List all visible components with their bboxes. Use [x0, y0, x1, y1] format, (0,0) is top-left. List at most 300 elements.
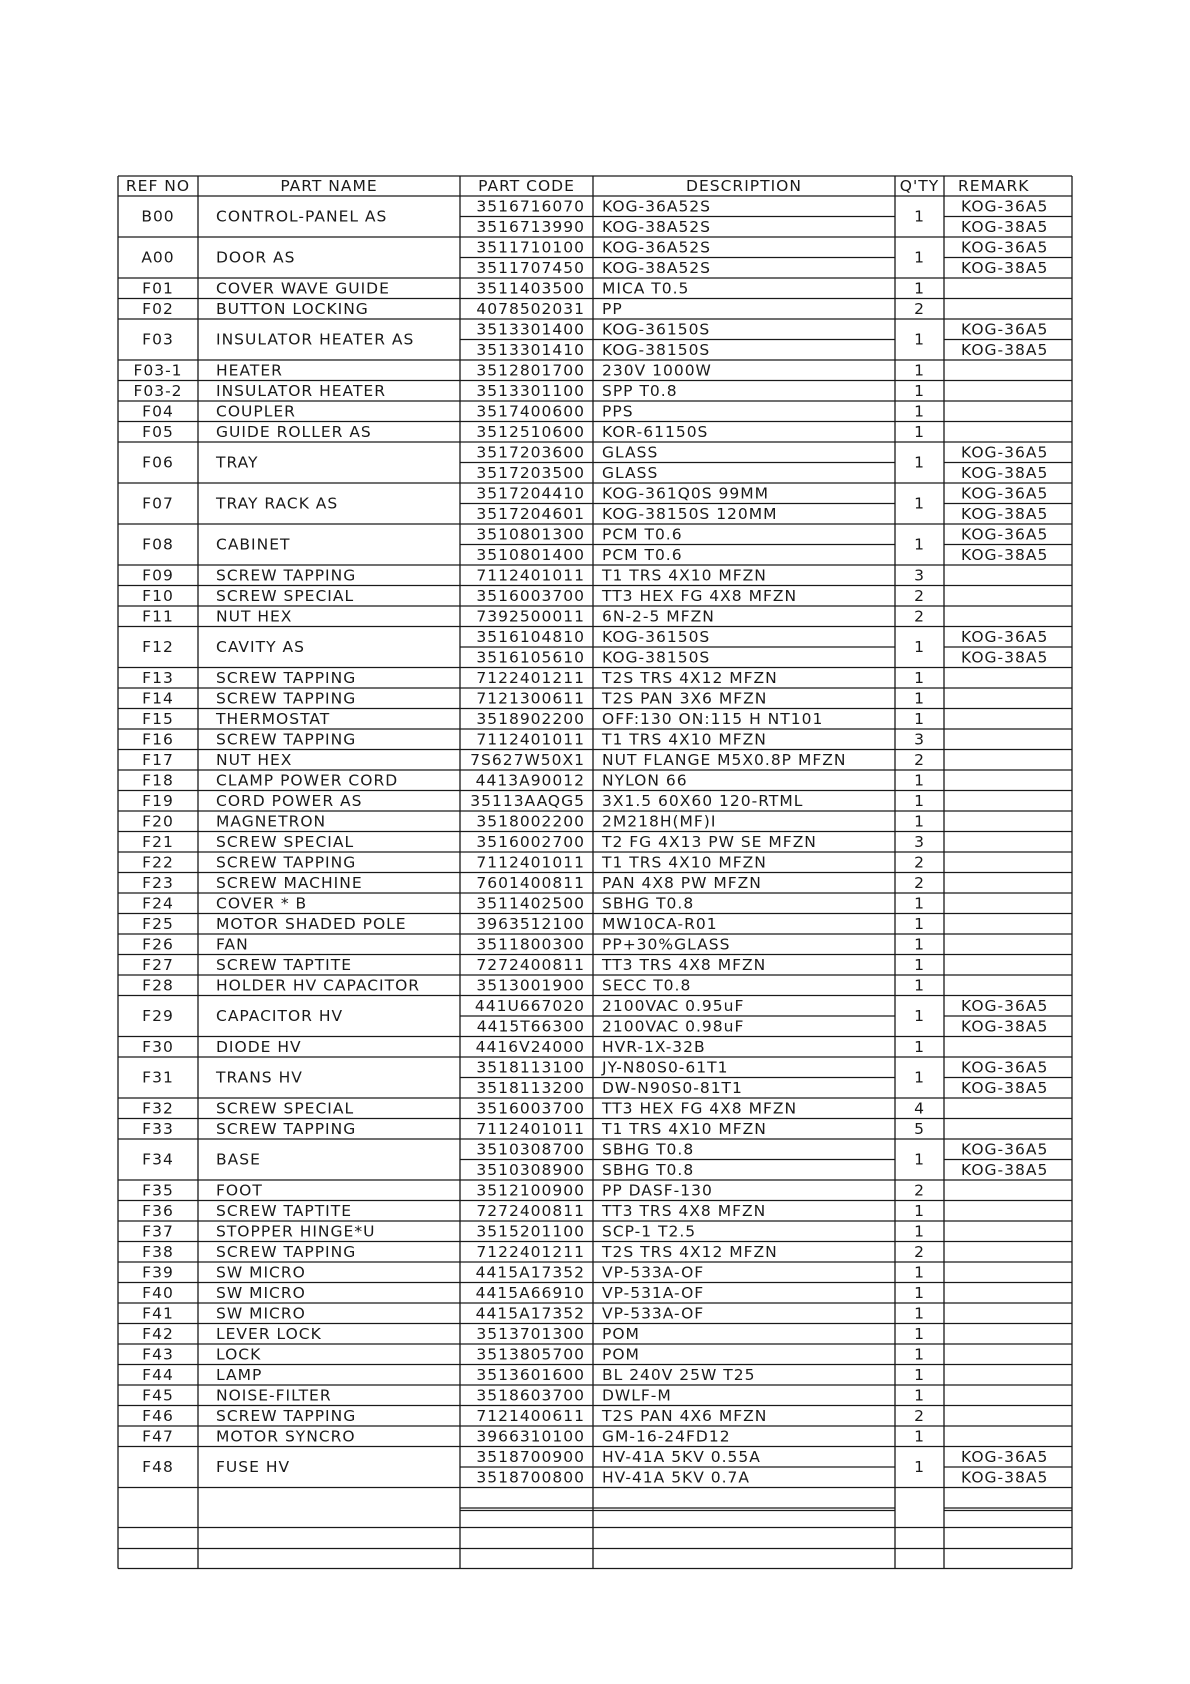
qty-cell: 4	[914, 1099, 925, 1118]
part-name-cell: SCREW TAPPING	[216, 1242, 357, 1261]
part-name-cell: TRAY	[216, 453, 259, 472]
ref-no-cell: F42	[142, 1324, 174, 1343]
description-cell: T1 TRS 4X10 MFZN	[602, 853, 767, 872]
part-name-cell: BASE	[216, 1150, 261, 1169]
part-code-cell: 7122401211	[476, 668, 585, 687]
part-code-cell: 3518700900	[476, 1447, 585, 1466]
part-code-cell: 7112401011	[476, 730, 585, 749]
ref-no-cell: F26	[142, 935, 174, 954]
part-name-cell: TRANS HV	[216, 1068, 303, 1087]
description-cell: OFF:130 ON:115 H NT101	[602, 709, 824, 728]
ref-no-cell: F03	[142, 330, 174, 349]
qty-cell: 1	[914, 381, 925, 400]
part-name-cell: DOOR AS	[216, 248, 296, 267]
part-code-cell: 4415T66300	[476, 1017, 585, 1036]
description-cell: PP DASF-130	[602, 1181, 713, 1200]
ref-no-cell: F33	[142, 1119, 174, 1138]
description-cell: MICA T0.5	[602, 279, 690, 298]
description-cell: TT3 TRS 4X8 MFZN	[602, 1201, 767, 1220]
qty-cell: 1	[914, 771, 925, 790]
ref-no-cell: F07	[142, 494, 174, 513]
part-name-cell: BUTTON LOCKING	[216, 299, 369, 318]
ref-no-cell: F40	[142, 1283, 174, 1302]
part-name-cell: MAGNETRON	[216, 812, 327, 831]
table-row	[142, 956, 925, 974]
qty-cell: 1	[914, 1386, 925, 1405]
table-row	[142, 1345, 925, 1363]
part-code-cell: 3966310100	[476, 1427, 585, 1446]
part-name-cell: SCREW TAPPING	[216, 1406, 357, 1425]
ref-no-cell: F34	[142, 1150, 174, 1169]
part-code-cell: 3516716070	[476, 197, 585, 216]
description-cell: POM	[602, 1324, 640, 1343]
part-name-cell: COVER * B	[216, 894, 308, 913]
remark-cell: KOG-38A5	[961, 1078, 1049, 1097]
ref-no-cell: F30	[142, 1037, 174, 1056]
part-name-cell: SCREW TAPPING	[216, 730, 357, 749]
qty-cell: 2	[914, 1181, 925, 1200]
part-name-cell: CONTROL-PANEL AS	[216, 207, 388, 226]
ref-no-cell: F15	[142, 709, 174, 728]
description-cell: T2S TRS 4X12 MFZN	[602, 668, 778, 687]
part-name-cell: SCREW SPECIAL	[216, 1099, 355, 1118]
remark-cell: KOG-38A5	[961, 217, 1049, 236]
description-cell: VP-533A-OF	[602, 1304, 705, 1323]
description-cell: T2S TRS 4X12 MFZN	[602, 1242, 778, 1261]
ref-no-cell: F05	[142, 422, 174, 441]
description-cell: T2 FG 4X13 PW SE MFZN	[602, 832, 817, 851]
part-code-cell: 7392500011	[476, 607, 585, 626]
qty-cell: 2	[914, 853, 925, 872]
part-name-cell: CORD POWER AS	[216, 791, 363, 810]
part-code-cell: 3510308900	[476, 1160, 585, 1179]
qty-cell: 1	[914, 422, 925, 441]
table-row	[142, 1427, 925, 1445]
remark-cell: KOG-36A5	[961, 1140, 1049, 1159]
qty-cell: 2	[914, 1242, 925, 1261]
part-code-cell: 3518113100	[476, 1058, 585, 1077]
description-cell: T1 TRS 4X10 MFZN	[602, 1119, 767, 1138]
description-cell: DW-N90S0-81T1	[602, 1078, 743, 1097]
part-name-cell: NUT HEX	[216, 607, 293, 626]
ref-no-cell: F06	[142, 453, 174, 472]
part-code-cell: 3511402500	[476, 894, 585, 913]
part-name-cell: SCREW MACHINE	[216, 873, 363, 892]
ref-no-cell: F17	[142, 750, 174, 769]
part-code-cell: 7122401211	[476, 1242, 585, 1261]
part-code-cell: 4415A17352	[475, 1263, 585, 1282]
table-body	[133, 197, 1048, 1486]
part-code-cell: 3511403500	[476, 279, 585, 298]
ref-no-cell: F02	[142, 299, 174, 318]
qty-cell: 2	[914, 873, 925, 892]
qty-cell: 1	[914, 330, 925, 349]
table-row	[142, 1366, 925, 1384]
part-name-cell: LEVER LOCK	[216, 1324, 322, 1343]
table-row	[142, 730, 925, 748]
ref-no-cell: F29	[142, 1007, 174, 1025]
remark-cell: KOG-38A5	[961, 1160, 1049, 1179]
part-code-cell: 3517204410	[476, 484, 585, 503]
ref-no-cell: F43	[142, 1345, 174, 1364]
qty-cell: 1	[914, 1365, 925, 1384]
part-code-cell: 3510801400	[476, 545, 585, 564]
part-code-cell: 3517204601	[476, 504, 585, 523]
description-cell: GLASS	[602, 443, 659, 462]
part-code-cell: 7121300611	[476, 689, 585, 708]
part-name-cell: SW MICRO	[216, 1304, 306, 1323]
description-cell: SBHG T0.8	[602, 1140, 695, 1159]
part-code-cell: 4413A90012	[475, 771, 585, 790]
qty-cell: 1	[914, 668, 925, 687]
part-code-cell: 7121400611	[476, 1406, 585, 1425]
description-cell: KOG-36A52S	[602, 238, 712, 257]
description-cell: PAN 4X8 PW MFZN	[602, 873, 762, 892]
part-name-cell: LOCK	[216, 1345, 262, 1364]
part-name-cell: STOPPER HINGE*U	[216, 1222, 376, 1241]
qty-cell: 1	[914, 1068, 925, 1087]
qty-cell: 1	[914, 791, 925, 810]
qty-cell: 1	[914, 1037, 925, 1056]
remark-cell: KOG-36A5	[961, 627, 1049, 646]
part-name-cell: SCREW SPECIAL	[216, 832, 355, 851]
qty-cell: 1	[914, 689, 925, 708]
part-name-cell: GUIDE ROLLER AS	[216, 422, 372, 441]
qty-cell: 1	[914, 1324, 925, 1343]
remark-cell: KOG-38A5	[961, 504, 1049, 523]
part-name-cell: SCREW TAPPING	[216, 1119, 357, 1138]
qty-cell: 1	[914, 935, 925, 954]
ref-no-cell: F04	[142, 402, 174, 421]
part-name-cell: COUPLER	[216, 402, 296, 421]
table-row	[142, 607, 925, 625]
description-cell: 6N-2-5 MFZN	[602, 607, 715, 626]
qty-cell: 1	[914, 453, 925, 472]
table-row	[142, 423, 925, 441]
ref-no-cell: F44	[142, 1365, 174, 1384]
table-row	[142, 710, 925, 728]
part-code-cell: 3512510600	[476, 422, 585, 441]
description-cell: SCP-1 T2.5	[602, 1222, 697, 1241]
description-cell: KOR-61150S	[602, 422, 709, 441]
part-code-cell: 4415A17352	[475, 1304, 585, 1323]
table-row	[133, 361, 924, 379]
table-row	[142, 1284, 925, 1302]
qty-cell: 1	[914, 1427, 925, 1446]
ref-no-cell: F01	[142, 279, 174, 298]
header-qty: Q'TY	[899, 177, 940, 195]
remark-cell: KOG-38A5	[961, 1468, 1049, 1487]
part-code-cell: 3518902200	[476, 709, 585, 728]
description-cell: NYLON 66	[602, 771, 688, 790]
part-name-cell: NUT HEX	[216, 750, 293, 769]
part-code-cell: 7112401011	[476, 1119, 585, 1138]
qty-cell: 1	[914, 494, 925, 513]
remark-cell: KOG-38A5	[961, 258, 1049, 277]
table-row	[142, 279, 925, 297]
part-code-cell: 3510801300	[476, 525, 585, 544]
remark-cell: KOG-36A5	[961, 525, 1049, 544]
ref-no-cell: F38	[142, 1242, 174, 1261]
table-row	[142, 894, 925, 912]
part-code-cell: 3513701300	[476, 1324, 585, 1343]
table-row	[142, 1325, 925, 1343]
table-row	[142, 669, 925, 687]
part-code-cell: 7601400811	[476, 873, 585, 892]
part-name-cell: COVER WAVE GUIDE	[216, 279, 390, 298]
qty-cell: 3	[914, 730, 925, 749]
part-code-cell: 3513301100	[476, 381, 585, 400]
part-code-cell: 3511710100	[476, 238, 585, 257]
remark-cell: KOG-38A5	[961, 340, 1049, 359]
description-cell: SBHG T0.8	[602, 1160, 695, 1179]
part-code-cell: 7112401011	[476, 566, 585, 585]
ref-no-cell: F14	[142, 689, 174, 708]
ref-no-cell: F27	[142, 955, 174, 974]
header-remark: REMARK	[958, 177, 1030, 195]
qty-cell: 2	[914, 586, 925, 605]
qty-cell: 1	[914, 955, 925, 974]
description-cell: 3X1.5 60X60 120-RTML	[602, 791, 804, 810]
table-row	[142, 1202, 925, 1220]
part-name-cell: SCREW TAPPING	[216, 689, 357, 708]
description-cell: HV-41A 5KV 0.55A	[602, 1447, 761, 1466]
description-cell: KOG-361Q0S 99MM	[602, 484, 770, 503]
qty-cell: 2	[914, 1406, 925, 1425]
ref-no-cell: F24	[142, 894, 174, 913]
ref-no-cell: F13	[142, 668, 174, 687]
part-name-cell: SCREW SPECIAL	[216, 586, 355, 605]
ref-no-cell: F32	[142, 1099, 174, 1118]
part-name-cell: SCREW TAPTITE	[216, 1201, 352, 1220]
description-cell: T2S PAN 4X6 MFZN	[602, 1406, 768, 1425]
part-code-cell: 4416V24000	[475, 1037, 585, 1056]
qty-cell: 1	[914, 894, 925, 913]
description-cell: KOG-38150S 120MM	[602, 504, 778, 523]
part-name-cell: THERMOSTAT	[216, 709, 331, 728]
description-cell: SBHG T0.8	[602, 894, 695, 913]
part-code-cell: 3511707450	[476, 258, 585, 277]
table-row	[142, 1099, 925, 1117]
remark-cell: KOG-36A5	[961, 443, 1049, 462]
qty-cell: 1	[914, 279, 925, 298]
ref-no-cell: A00	[141, 248, 175, 267]
qty-cell: 1	[914, 1283, 925, 1302]
part-code-cell: 35113AAQG5	[470, 791, 585, 810]
part-name-cell: DIODE HV	[216, 1037, 302, 1056]
ref-no-cell: F19	[142, 791, 174, 810]
part-code-cell: 3517400600	[476, 402, 585, 421]
remark-cell: KOG-36A5	[961, 484, 1049, 503]
qty-cell: 1	[914, 361, 925, 380]
description-cell: PCM T0.6	[602, 545, 683, 564]
ref-no-cell: F09	[142, 566, 174, 585]
remark-cell: KOG-38A5	[961, 648, 1049, 667]
qty-cell: 1	[914, 248, 925, 267]
table-row	[142, 1386, 925, 1404]
qty-cell: 3	[914, 566, 925, 585]
part-code-cell: 3516104810	[476, 627, 585, 646]
part-name-cell: SW MICRO	[216, 1263, 306, 1282]
header-part-name: PART NAME	[280, 177, 378, 195]
table-row	[142, 1181, 925, 1199]
part-name-cell: FAN	[216, 935, 249, 954]
part-name-cell: SCREW TAPPING	[216, 668, 357, 687]
table-row	[142, 812, 925, 830]
part-code-cell: 3517203500	[476, 463, 585, 482]
part-code-cell: 3518002200	[476, 812, 585, 831]
remark-cell: KOG-38A5	[961, 545, 1049, 564]
ref-no-cell: F35	[142, 1181, 174, 1200]
part-name-cell: SW MICRO	[216, 1283, 306, 1302]
part-code-cell: 3518603700	[476, 1386, 585, 1405]
description-cell: T1 TRS 4X10 MFZN	[602, 730, 767, 749]
description-cell: 230V 1000W	[602, 361, 712, 380]
table-row	[142, 1263, 925, 1281]
description-cell: PP+30%GLASS	[602, 935, 731, 954]
part-name-cell: TRAY RACK AS	[216, 494, 339, 513]
ref-no-cell: F20	[142, 812, 174, 831]
ref-no-cell: F36	[142, 1201, 174, 1220]
description-cell: DWLF-M	[602, 1386, 672, 1405]
part-code-cell: 3516105610	[476, 648, 585, 667]
part-name-cell: CAVITY AS	[216, 638, 305, 656]
ref-no-cell: F46	[142, 1406, 174, 1425]
description-cell: KOG-38150S	[602, 340, 711, 359]
qty-cell: 2	[914, 607, 925, 626]
part-name-cell: MOTOR SYNCRO	[216, 1427, 356, 1446]
remark-cell: KOG-38A5	[961, 463, 1049, 482]
table-row	[142, 853, 925, 871]
ref-no-cell: F11	[142, 607, 174, 626]
qty-cell: 1	[914, 402, 925, 421]
qty-cell: 1	[914, 535, 925, 554]
table-row	[142, 1304, 925, 1322]
description-cell: 2M218H(MF)I	[602, 812, 717, 831]
table-row	[142, 1243, 925, 1261]
table-row	[142, 874, 925, 892]
part-name-cell: HOLDER HV CAPACITOR	[216, 976, 421, 995]
part-name-cell: MOTOR SHADED POLE	[216, 914, 407, 933]
description-cell: KOG-38A52S	[602, 217, 712, 236]
part-code-cell: 3513805700	[476, 1345, 585, 1364]
description-cell: POM	[602, 1345, 640, 1364]
table-row	[142, 771, 925, 789]
part-code-cell: 3513601600	[476, 1365, 585, 1384]
description-cell: MW10CA-R01	[602, 914, 718, 933]
table-row	[142, 1222, 925, 1240]
table-row	[142, 833, 925, 851]
qty-cell: 1	[914, 1007, 925, 1025]
description-cell: TT3 TRS 4X8 MFZN	[602, 955, 767, 974]
part-name-cell: CABINET	[216, 535, 291, 554]
part-code-cell: 3516713990	[476, 217, 585, 236]
ref-no-cell: F22	[142, 853, 174, 872]
ref-no-cell: F18	[142, 771, 174, 790]
description-cell: PP	[602, 299, 623, 318]
description-cell: GLASS	[602, 463, 659, 482]
ref-no-cell: F12	[142, 638, 174, 656]
description-cell: HVR-1X-32B	[602, 1037, 706, 1056]
ref-no-cell: F31	[142, 1068, 174, 1087]
table-header	[126, 177, 1030, 195]
part-name-cell: FOOT	[216, 1181, 263, 1200]
ref-no-cell: F08	[142, 535, 174, 554]
description-cell: TT3 HEX FG 4X8 MFZN	[602, 586, 798, 605]
qty-cell: 1	[914, 1263, 925, 1282]
description-cell: KOG-38A52S	[602, 258, 712, 277]
part-code-cell: 7272400811	[476, 1201, 585, 1220]
table-row	[142, 1120, 925, 1138]
remark-cell: KOG-36A5	[961, 1447, 1049, 1466]
ref-no-cell: F37	[142, 1222, 174, 1241]
part-code-cell: 4078502031	[476, 299, 585, 318]
ref-no-cell: F03-1	[133, 361, 183, 380]
table-row	[142, 935, 925, 953]
description-cell: PCM T0.6	[602, 525, 683, 544]
qty-cell: 1	[914, 976, 925, 995]
part-code-cell: 3516002700	[476, 832, 585, 851]
table-row	[142, 402, 925, 420]
ref-no-cell: F10	[142, 586, 174, 605]
part-name-cell: INSULATOR HEATER	[216, 381, 386, 400]
description-cell: KOG-38150S	[602, 648, 711, 667]
part-name-cell: FUSE HV	[216, 1458, 291, 1476]
description-cell: T2S PAN 3X6 MFZN	[602, 689, 768, 708]
part-code-cell: 3513301400	[476, 320, 585, 339]
qty-cell: 1	[914, 1345, 925, 1364]
ref-no-cell: F41	[142, 1304, 174, 1323]
part-code-cell: 4415A66910	[475, 1283, 585, 1302]
qty-cell: 5	[914, 1119, 925, 1138]
description-cell: HV-41A 5KV 0.7A	[602, 1468, 751, 1487]
ref-no-cell: F23	[142, 873, 174, 892]
qty-cell: 1	[914, 638, 925, 656]
table-row	[142, 915, 925, 933]
qty-cell: 1	[914, 1150, 925, 1169]
table-row	[142, 751, 925, 769]
part-code-cell: 7S627W50X1	[470, 750, 585, 769]
qty-cell: 1	[914, 1458, 925, 1476]
ref-no-cell: F39	[142, 1263, 174, 1282]
description-cell: VP-531A-OF	[602, 1283, 705, 1302]
qty-cell: 1	[914, 1201, 925, 1220]
part-code-cell: 3515201100	[476, 1222, 585, 1241]
table-row	[142, 587, 925, 605]
description-cell: SECC T0.8	[602, 976, 692, 995]
remark-cell: KOG-36A5	[961, 197, 1049, 216]
table-row	[142, 689, 925, 707]
description-cell: VP-533A-OF	[602, 1263, 705, 1282]
description-cell: KOG-36150S	[602, 320, 711, 339]
part-code-cell: 3512100900	[476, 1181, 585, 1200]
part-name-cell: CLAMP POWER CORD	[216, 771, 399, 790]
part-name-cell: SCREW TAPTITE	[216, 955, 352, 974]
part-code-cell: 3518113200	[476, 1078, 585, 1097]
remark-cell: KOG-38A5	[961, 1017, 1049, 1036]
qty-cell: 1	[914, 1222, 925, 1241]
ref-no-cell: F25	[142, 914, 174, 933]
qty-cell: 2	[914, 750, 925, 769]
ref-no-cell: B00	[141, 207, 175, 226]
table-row	[133, 382, 924, 400]
description-cell: KOG-36150S	[602, 627, 711, 646]
table-row	[142, 976, 925, 994]
part-code-cell: 3511800300	[476, 935, 585, 954]
part-name-cell: SCREW TAPPING	[216, 566, 357, 585]
ref-no-cell: F21	[142, 832, 174, 851]
description-cell: 2100VAC 0.95uF	[602, 996, 745, 1015]
